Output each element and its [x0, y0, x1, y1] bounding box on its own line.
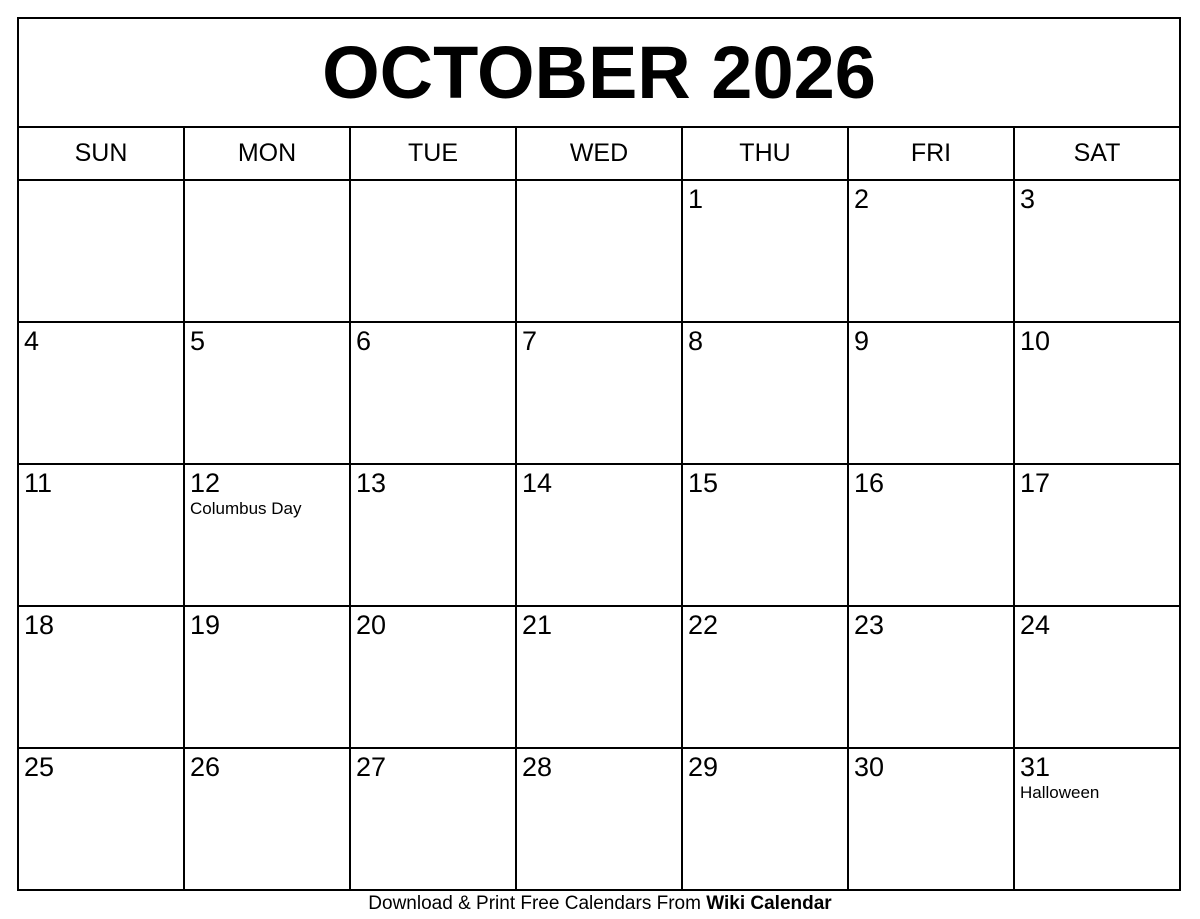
day-cell-29 [681, 749, 847, 889]
day-number: 15 [688, 468, 719, 498]
week-row [19, 607, 1179, 749]
day-cell-18 [19, 607, 183, 747]
day-number: 13 [356, 468, 387, 498]
day-cell-1 [681, 181, 847, 321]
day-cell-6 [349, 323, 515, 463]
day-cell-31 [1013, 749, 1179, 889]
day-cell-27 [349, 749, 515, 889]
day-number: 21 [522, 610, 553, 640]
week-row [19, 749, 1179, 889]
day-number: 22 [688, 610, 719, 640]
day-number: 11 [24, 468, 53, 498]
day-cell-12 [183, 465, 349, 605]
day-cell-24 [1013, 607, 1179, 747]
day-cell-empty [515, 181, 681, 321]
day-number: 23 [854, 610, 885, 640]
week-row [19, 181, 1179, 323]
day-cell-11 [19, 465, 183, 605]
weekday-header-row [19, 128, 1179, 181]
day-cell-28 [515, 749, 681, 889]
day-cell-30 [847, 749, 1013, 889]
day-cell-15 [681, 465, 847, 605]
day-cell-5 [183, 323, 349, 463]
day-cell-empty [19, 181, 183, 321]
day-cell-7 [515, 323, 681, 463]
weekday-header-thu: THU [681, 128, 847, 179]
day-number: 7 [522, 326, 538, 356]
day-number: 5 [190, 326, 206, 356]
day-number: 29 [688, 752, 719, 782]
day-number: 3 [1020, 184, 1036, 214]
day-number: 6 [356, 326, 372, 356]
day-cell-23 [847, 607, 1013, 747]
day-cell-empty [183, 181, 349, 321]
weekday-header-tue: TUE [349, 128, 515, 179]
day-cell-22 [681, 607, 847, 747]
day-number: 9 [854, 326, 870, 356]
weekday-header-mon: MON [183, 128, 349, 179]
footer-brand: Wiki Calendar [706, 893, 832, 914]
calendar-title: OCTOBER 2026 [322, 30, 876, 114]
weekday-header-sun: SUN [74, 139, 128, 167]
day-number: 31 [1020, 752, 1051, 782]
day-cell-3 [1013, 181, 1179, 321]
day-cell-14 [515, 465, 681, 605]
day-number: 27 [356, 752, 387, 782]
day-cell-19 [183, 607, 349, 747]
day-number: 4 [24, 326, 40, 356]
day-number: 10 [1020, 326, 1051, 356]
day-cell-10 [1013, 323, 1179, 463]
day-number: 16 [854, 468, 885, 498]
footer-credit [0, 892, 1200, 916]
day-number: 18 [24, 610, 55, 640]
day-number: 12 [190, 468, 221, 498]
week-row [19, 323, 1179, 465]
day-number: 24 [1020, 610, 1051, 640]
day-cell-16 [847, 465, 1013, 605]
day-number: 28 [522, 752, 553, 782]
title-row [19, 19, 1179, 128]
calendar-grid [19, 181, 1179, 889]
weekday-header-fri: FRI [847, 128, 1013, 179]
day-number: 14 [522, 468, 553, 498]
day-number: 26 [190, 752, 221, 782]
weekday-header-sat: SAT [1013, 128, 1179, 179]
day-cell-20 [349, 607, 515, 747]
week-row [19, 465, 1179, 607]
weekday-header-wed: WED [515, 128, 681, 179]
day-number: 25 [24, 752, 55, 782]
day-number: 17 [1020, 468, 1051, 498]
day-cell-9 [847, 323, 1013, 463]
day-number: 2 [854, 184, 870, 214]
day-cell-21 [515, 607, 681, 747]
day-cell-empty [349, 181, 515, 321]
day-cell-8 [681, 323, 847, 463]
holiday-label: Columbus Day [190, 499, 302, 519]
calendar-table [17, 17, 1181, 891]
day-cell-2 [847, 181, 1013, 321]
holiday-label: Halloween [1020, 783, 1100, 803]
day-cell-25 [19, 749, 183, 889]
day-number: 19 [190, 610, 221, 640]
day-cell-26 [183, 749, 349, 889]
day-number: 1 [688, 184, 704, 214]
footer-text: Download & Print Free Calendars From [368, 893, 701, 914]
day-number: 20 [356, 610, 387, 640]
day-number: 8 [688, 326, 704, 356]
day-number: 30 [854, 752, 885, 782]
day-cell-13 [349, 465, 515, 605]
day-cell-17 [1013, 465, 1179, 605]
day-cell-4 [19, 323, 183, 463]
